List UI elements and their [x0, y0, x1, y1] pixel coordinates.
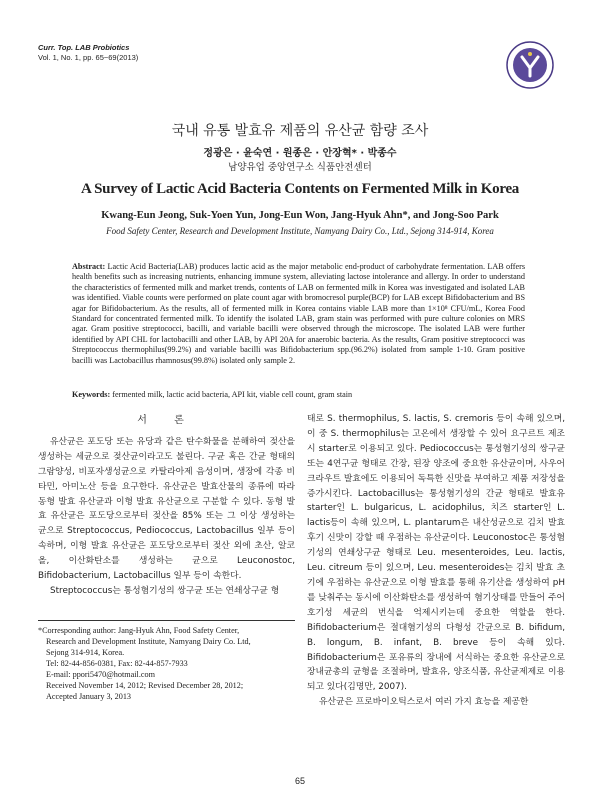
corresponding-author-footnote [38, 620, 295, 702]
journal-logo [505, 40, 555, 90]
journal-title: Curr. Top. LAB Probiotics [38, 43, 130, 52]
page-number: 65 [294, 776, 305, 786]
keywords-text: fermented milk, lactic acid bacteria, API kit, viable cell count, gram stain [112, 390, 353, 399]
right-column [307, 412, 565, 710]
journal-volume: Vol. 1, No. 1, pp. 65~69(2013) [38, 53, 139, 62]
abstract-text: Lactic Acid Bacteria(LAB) produces lactic acid as the major metabolic end-product of carbohydrate fermentation. LAB offers health benefits such as increasing nutrients, enhancing immune system, alleviating lactose intolerance and allergy. In order to understand the characteristics of fermented milk and market trends, contents of LAB on fermented milk in Korea was investigated and isolated LAB was identified. Viable counts were performed on plate count agar with bromocresol purple(BCP) for LAB except Bifidobacterium and BS agar for Bifidobacterium. As the results, all of fermented milk in Korea contains viable LAB more than 1×10⁸ CFU/mL, Korea Food Standard for concentrated fermented milk. To identify the isolated LAB, gram stain was performed with pure culture colonies on MRS agar. Gram positive streptococci, bacilli, and variable bacilli were observed through the microscope. The isolated LAB were further identified by API CHL for lactobacilli and other LAB, by API 20A for anaerobic bacteria. As the results, Gram positive streptococci was Streptococcus thermophilus(99.2%) and variable bacilli was Bifidobacterium spp.(96.2%) isolated from sample 1-10. Gram positive bacilli was Lactobacillus rhamnosus(99.8%) isolated only sample 2. [72, 262, 526, 365]
footnote-line: Tel: 82-44-856-0381, Fax: 82-44-857-7933 [46, 659, 188, 668]
left-column [38, 412, 295, 599]
paragraph: 유산균은 프로바이오틱스로서 여러 가지 효능을 제공한 [319, 697, 529, 708]
affiliation-korean: 남양유업 중앙연구소 식품안전센터 [228, 162, 372, 173]
authors-korean: 정광은 · 윤숙연 · 원종은 · 안장혁* · 박종수 [203, 148, 397, 159]
title-english: A Survey of Lactic Acid Bacteria Contents on Fermented Milk in Korea [80, 181, 520, 197]
footnote-line: E-mail: ppori5470@hotmail.com [46, 670, 155, 679]
footnote-line: Accepted January 3, 2013 [46, 692, 132, 701]
title-korean: 국내 유통 발효유 제품의 유산균 함량 조사 [171, 123, 429, 139]
keywords [72, 390, 525, 399]
abstract [72, 262, 525, 366]
authors-english: Kwang-Eun Jeong, Suk-Yoen Yun, Jong-Eun Won, Jang-Hyuk Ahn*, and Jong-Soo Park [101, 210, 499, 221]
paragraph: 태로 S. thermophilus, S. lactis, S. cremoris 등이 속해 있으며, 이 중 S. thermophilus는 고온에서 생장할 수 있어 요구르트 제조시 starter로 이용되고 있다. Pediococcus는 통성혐기성의 쌍구균 또는 4연구균 형태로 간장, 된장 양조에 중요한 유산균이며, 사우어크라우트 발효에도 이용되어 독특한 신맛을 부여하고 제품 저장성을 증가시킨다. Lactobacillus는 통성혐기성의 간균 형태로 발효유 starter인 L. bulgaricus, L. acidophilus, 치즈 starter인 L. lactis등이 속해 있으며, L. plantarum은 내산성균으로 김치 발효 후기 신맛이 강할 때 우점하는 유산균이다. Leuconostoc은 통성혐기성의 연쇄상구균 형태로 Leu. mesenteroides, Leu. lactis, Leu. citreum 등이 있으며, Leu. mesenteroides는 김치 발효 초기에 우점하는 유산균으로 이형 발효를 통해 유기산을 생성하여 pH를 낮춰주는 동시에 이산화탄소를 생성하여 혐기상태를 만들어 주어 호기성 세균의 번식을 억제시키는데 중요한 역할을 한다. Bifidobacterium은 절대혐기성의 다형성 간균으로 B. bifidum, B. longum, B. infant, B. breve 등이 속해 있다. Bifidobacterium은 포유류의 장내에 서식하는 중요한 유산균으로 장내균총의 균형을 조절하며, 발효유, 양조식품, 유산균제제로 이용되고 있다(김명만, 2007). [307, 414, 565, 693]
keywords-label: Keywords: [72, 390, 111, 399]
footnote-line: *Corresponding author: Jang-Hyuk Ahn, Food Safety Center, [38, 626, 240, 635]
abstract-label: Abstract: [72, 262, 106, 271]
paragraph: Streptococcus는 통성혐기성의 쌍구균 또는 연쇄상구균 형 [50, 585, 280, 596]
affiliation-english: Food Safety Center, Research and Development Institute, Namyang Dairy Co., Ltd., Sejong 314-914, Korea [106, 226, 494, 236]
footnote-line: Sejong 314-914, Korea. [46, 648, 125, 657]
footnote-line: Research and Development Institute, Namyang Dairy Co. Ltd, [46, 637, 251, 646]
section-heading: 서 론 [137, 415, 196, 426]
paragraph: 유산균은 포도당 또는 유당과 같은 탄수화물을 분해하여 젖산을 생성하는 세균으로 젖산균이라고도 불린다. 구균 혹은 간균 형태의 그람양성, 비포자생성균으로 카탈라아제 음성이며, 생장에 각종 비타민, 아미노산 등을 요구한다. 유산균은 발효산물의 종류에 따라 동형 발효 유산균과 이형 발효 유산균으로 구분할 수 있다. 동형 발효 유산균은 포도당으로부터 젖산을 85% 또는 그 이상 생성하는 균으로 Streptococcus, Pediococcus, Lactobacillus 일부 등이 속하며, 이형 발효 유산균은 포도당으로부터 젖산 외에 초산, 알코올, 이산화탄소를 생성하는 균으로 Leuconostoc, Bifidobacterium, Lactobacillus 일부 등이 속한다. [38, 436, 295, 582]
footnote-line: Received November 14, 2012; Revised December 28, 2012; [46, 681, 244, 690]
journal-header [38, 43, 138, 63]
